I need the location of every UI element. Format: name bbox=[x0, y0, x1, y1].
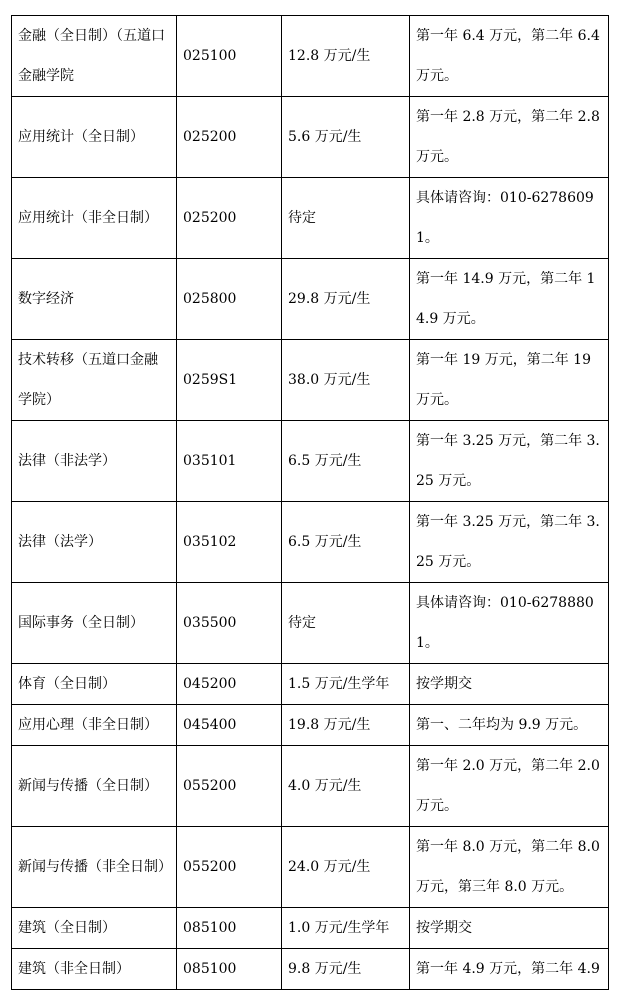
program-code-cell: 085100 bbox=[177, 949, 282, 990]
payment-note-cell: 第一年 6.4 万元，第二年 6.4 万元。 bbox=[410, 16, 609, 97]
program-code-cell: 035500 bbox=[177, 583, 282, 664]
program-name-cell: 新闻与传播（全日制） bbox=[12, 746, 177, 827]
payment-note-cell: 第一年 3.25 万元，第二年 3.25 万元。 bbox=[410, 502, 609, 583]
program-code-cell: 045400 bbox=[177, 705, 282, 746]
program-name-cell: 应用心理（非全日制） bbox=[12, 705, 177, 746]
tuition-fee-table bbox=[11, 15, 609, 990]
program-code-cell: 025200 bbox=[177, 178, 282, 259]
tuition-fee-cell: 38.0 万元/生 bbox=[282, 340, 410, 421]
program-name-cell: 技术转移（五道口金融学院） bbox=[12, 340, 177, 421]
payment-note-cell: 第一、二年均为 9.9 万元。 bbox=[410, 705, 609, 746]
payment-note-cell: 第一年 4.9 万元，第二年 4.9 bbox=[410, 949, 609, 990]
tuition-fee-cell: 待定 bbox=[282, 583, 410, 664]
table-row bbox=[12, 746, 609, 827]
tuition-fee-cell: 4.0 万元/生 bbox=[282, 746, 410, 827]
table-row bbox=[12, 664, 609, 705]
table-row bbox=[12, 502, 609, 583]
program-name-cell: 数字经济 bbox=[12, 259, 177, 340]
program-code-cell: 025800 bbox=[177, 259, 282, 340]
program-name-cell: 应用统计（全日制） bbox=[12, 97, 177, 178]
table-row bbox=[12, 259, 609, 340]
tuition-fee-cell: 24.0 万元/生 bbox=[282, 827, 410, 908]
table-row bbox=[12, 705, 609, 746]
table-row bbox=[12, 178, 609, 259]
program-name-cell: 体育（全日制） bbox=[12, 664, 177, 705]
program-name-cell: 法律（非法学） bbox=[12, 421, 177, 502]
table-row bbox=[12, 583, 609, 664]
payment-note-cell: 第一年 2.0 万元，第二年 2.0 万元。 bbox=[410, 746, 609, 827]
program-name-cell: 国际事务（全日制） bbox=[12, 583, 177, 664]
tuition-fee-cell: 6.5 万元/生 bbox=[282, 502, 410, 583]
payment-note-cell: 第一年 3.25 万元，第二年 3.25 万元。 bbox=[410, 421, 609, 502]
table-row bbox=[12, 97, 609, 178]
payment-note-cell: 按学期交 bbox=[410, 664, 609, 705]
program-code-cell: 025200 bbox=[177, 97, 282, 178]
payment-note-cell: 第一年 8.0 万元，第二年 8.0 万元，第三年 8.0 万元。 bbox=[410, 827, 609, 908]
program-code-cell: 055200 bbox=[177, 746, 282, 827]
tuition-fee-cell: 6.5 万元/生 bbox=[282, 421, 410, 502]
program-name-cell: 建筑（非全日制） bbox=[12, 949, 177, 990]
program-name-cell: 应用统计（非全日制） bbox=[12, 178, 177, 259]
program-code-cell: 025100 bbox=[177, 16, 282, 97]
tuition-fee-cell: 29.8 万元/生 bbox=[282, 259, 410, 340]
table-row bbox=[12, 908, 609, 949]
table-row bbox=[12, 827, 609, 908]
table-row bbox=[12, 340, 609, 421]
tuition-fee-cell: 12.8 万元/生 bbox=[282, 16, 410, 97]
program-code-cell: 055200 bbox=[177, 827, 282, 908]
program-code-cell: 035102 bbox=[177, 502, 282, 583]
table-row bbox=[12, 16, 609, 97]
program-code-cell: 0259S1 bbox=[177, 340, 282, 421]
tuition-fee-cell: 1.5 万元/生学年 bbox=[282, 664, 410, 705]
payment-note-cell: 第一年 14.9 万元，第二年 14.9 万元。 bbox=[410, 259, 609, 340]
table-row bbox=[12, 949, 609, 990]
program-name-cell: 新闻与传播（非全日制） bbox=[12, 827, 177, 908]
program-code-cell: 035101 bbox=[177, 421, 282, 502]
program-code-cell: 045200 bbox=[177, 664, 282, 705]
program-code-cell: 085100 bbox=[177, 908, 282, 949]
payment-note-cell: 按学期交 bbox=[410, 908, 609, 949]
program-name-cell: 法律（法学） bbox=[12, 502, 177, 583]
tuition-fee-cell: 待定 bbox=[282, 178, 410, 259]
payment-note-cell: 具体请咨询：010-62786091。 bbox=[410, 178, 609, 259]
program-name-cell: 金融（全日制）（五道口金融学院 bbox=[12, 16, 177, 97]
tuition-fee-cell: 19.8 万元/生 bbox=[282, 705, 410, 746]
payment-note-cell: 第一年 19 万元，第二年 19 万元。 bbox=[410, 340, 609, 421]
payment-note-cell: 具体请咨询：010-62788801。 bbox=[410, 583, 609, 664]
tuition-fee-cell: 1.0 万元/生学年 bbox=[282, 908, 410, 949]
tuition-fee-cell: 9.8 万元/生 bbox=[282, 949, 410, 990]
tuition-fee-cell: 5.6 万元/生 bbox=[282, 97, 410, 178]
table-row bbox=[12, 421, 609, 502]
payment-note-cell: 第一年 2.8 万元，第二年 2.8 万元。 bbox=[410, 97, 609, 178]
program-name-cell: 建筑（全日制） bbox=[12, 908, 177, 949]
